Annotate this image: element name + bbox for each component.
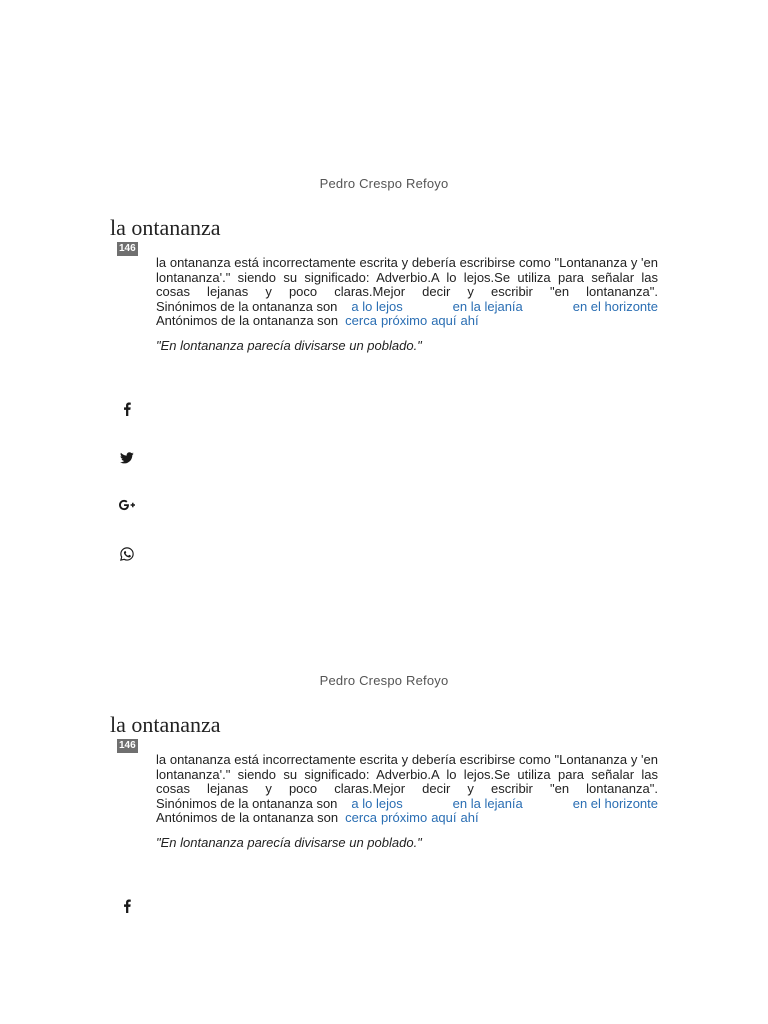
whatsapp-icon [120,547,134,561]
synonyms-links [351,797,658,812]
share-google-plus-button[interactable] [118,496,136,514]
synonym-link[interactable]: en la lejanía [452,298,523,314]
synonyms-label: Sinónimos de la ontananza son [156,298,338,314]
entry-title[interactable]: la ontananza [110,712,221,737]
antonym-link[interactable]: ahí [460,313,479,329]
vote-count-badge: 146 [119,243,136,254]
entry-content [156,753,658,851]
antonym-link[interactable]: próximo [380,313,428,329]
synonym-link[interactable]: a lo lejos [351,795,403,811]
antonym-link[interactable]: ahí [460,810,479,826]
facebook-icon [122,402,132,416]
definition-text: la ontananza está incorrectamente escrita y debería escribirse como "Lontananza y 'en lontananza'." siendo su significado: Adverbio.A lo lejos.Se utiliza para señalar las cosas lejanas y poco claras.Mejor decir y escribir "en lontananza". [156,752,658,797]
synonym-link[interactable]: a lo lejos [351,298,403,314]
share-facebook-button[interactable] [118,400,136,418]
synonym-link[interactable]: en el horizonte [572,298,658,314]
antonym-link[interactable]: aquí [431,313,457,329]
antonym-link[interactable]: cerca [345,810,377,826]
synonyms-row [156,797,658,812]
google-plus-icon [119,499,135,511]
synonym-link[interactable]: en el horizonte [572,795,658,811]
antonyms-label: Antónimos de la ontananza son [156,313,339,329]
entry-title[interactable]: la ontananza [110,215,221,240]
example-sentence: "En lontananza parecía divisarse un poblado." [156,337,422,353]
antonyms-row [156,811,658,826]
antonyms-label: Antónimos de la ontananza son [156,810,339,826]
antonym-link[interactable]: cerca [345,313,377,329]
synonyms-links [351,300,658,315]
share-whatsapp-button[interactable] [118,545,136,563]
entry-content [156,256,658,354]
author-name[interactable]: Pedro Crespo Refoyo [319,176,449,191]
vote-count-badge: 146 [119,740,136,751]
antonym-link[interactable]: próximo [380,810,428,826]
antonyms-links [345,811,478,826]
example-sentence: "En lontananza parecía divisarse un poblado." [156,834,422,850]
antonyms-row [156,314,658,329]
antonyms-links [345,314,478,329]
author-name[interactable]: Pedro Crespo Refoyo [319,673,449,688]
synonym-link[interactable]: en la lejanía [452,795,523,811]
definition-text: la ontananza está incorrectamente escrita y debería escribirse como "Lontananza y 'en lontananza'." siendo su significado: Adverbio.A lo lejos.Se utiliza para señalar las cosas lejanas y poco claras.Mejor decir y escribir "en lontananza". [156,255,658,300]
share-twitter-button[interactable] [118,449,136,467]
synonyms-row [156,300,658,315]
twitter-icon [120,452,134,464]
share-facebook-button[interactable] [118,897,136,915]
synonyms-label: Sinónimos de la ontananza son [156,795,338,811]
antonym-link[interactable]: aquí [431,810,457,826]
facebook-icon [122,899,132,913]
